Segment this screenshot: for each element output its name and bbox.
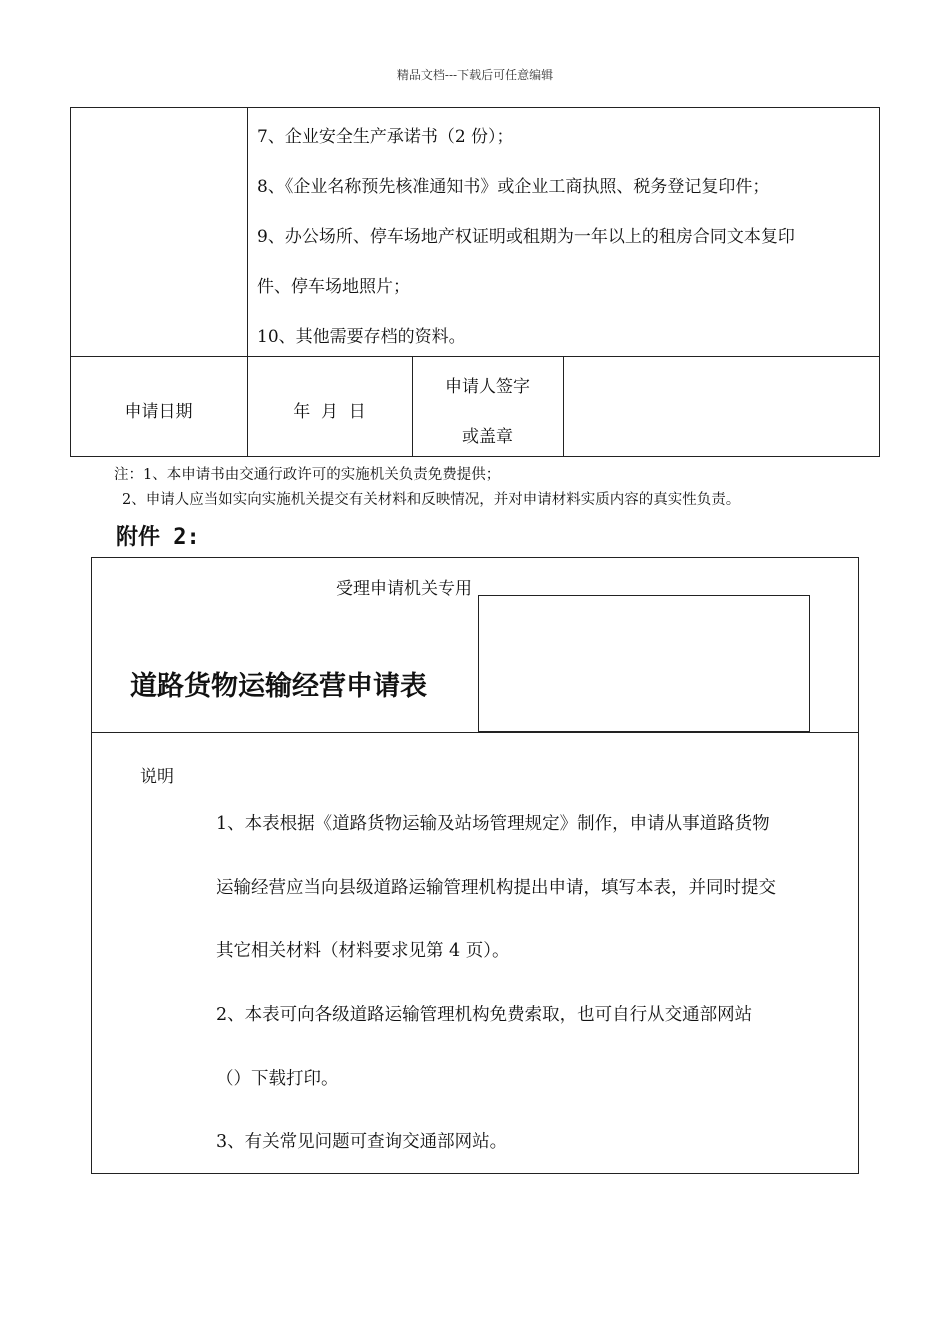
date-value: 年 月 日 — [293, 402, 366, 422]
instruction-paragraph: 运输经营应当向县级道路运输管理机构提出申请，填写本表，并同时提交 — [216, 878, 776, 898]
form-title: 道路货物运输经营申请表 — [130, 671, 427, 702]
table-divider — [70, 356, 880, 357]
material-item: 8、《企业名称预先核准通知书》或企业工商执照、税务登记复印件； — [257, 177, 770, 197]
office-use-label: 受理申请机关专用 — [336, 579, 472, 599]
watermark-header: 精品文档---下载后可任意编辑 — [396, 68, 554, 82]
material-item: 10、其他需要存档的资料。 — [257, 327, 466, 347]
form-divider — [91, 732, 859, 733]
material-item: 7、企业安全生产承诺书（2 份）； — [257, 127, 514, 147]
date-label: 申请日期 — [124, 402, 193, 422]
material-item: 件、停车场地照片； — [257, 277, 410, 297]
attachment-heading: 附件 2: — [116, 525, 200, 550]
table-divider — [563, 356, 564, 457]
signature-label-line1: 申请人签字 — [445, 377, 530, 397]
instruction-paragraph: 1、本表根据《道路货物运输及站场管理规定》制作，申请从事道路货物 — [216, 814, 770, 834]
signature-label-line2: 或盖章 — [462, 427, 513, 447]
instruction-paragraph: 2、本表可向各级道路运输管理机构免费索取，也可自行从交通部网站 — [216, 1005, 753, 1025]
note-line-2: 2、申请人应当如实向实施机关提交有关材料和反映情况，并对申请材料实质内容的真实性负责。 — [122, 492, 741, 508]
instruction-paragraph: （）下载打印。 — [216, 1069, 339, 1089]
instruction-paragraph: 其它相关材料（材料要求见第 4 页）。 — [216, 941, 510, 961]
instructions-label: 说明 — [140, 767, 174, 787]
instruction-paragraph: 3、有关常见问题可查询交通部网站。 — [216, 1132, 508, 1152]
office-use-box — [478, 595, 810, 732]
material-item: 9、办公场所、停车场地产权证明或租期为一年以上的租房合同文本复印 — [257, 227, 795, 247]
note-line-1: 注：1、本申请书由交通行政许可的实施机关负责免费提供； — [114, 467, 501, 483]
